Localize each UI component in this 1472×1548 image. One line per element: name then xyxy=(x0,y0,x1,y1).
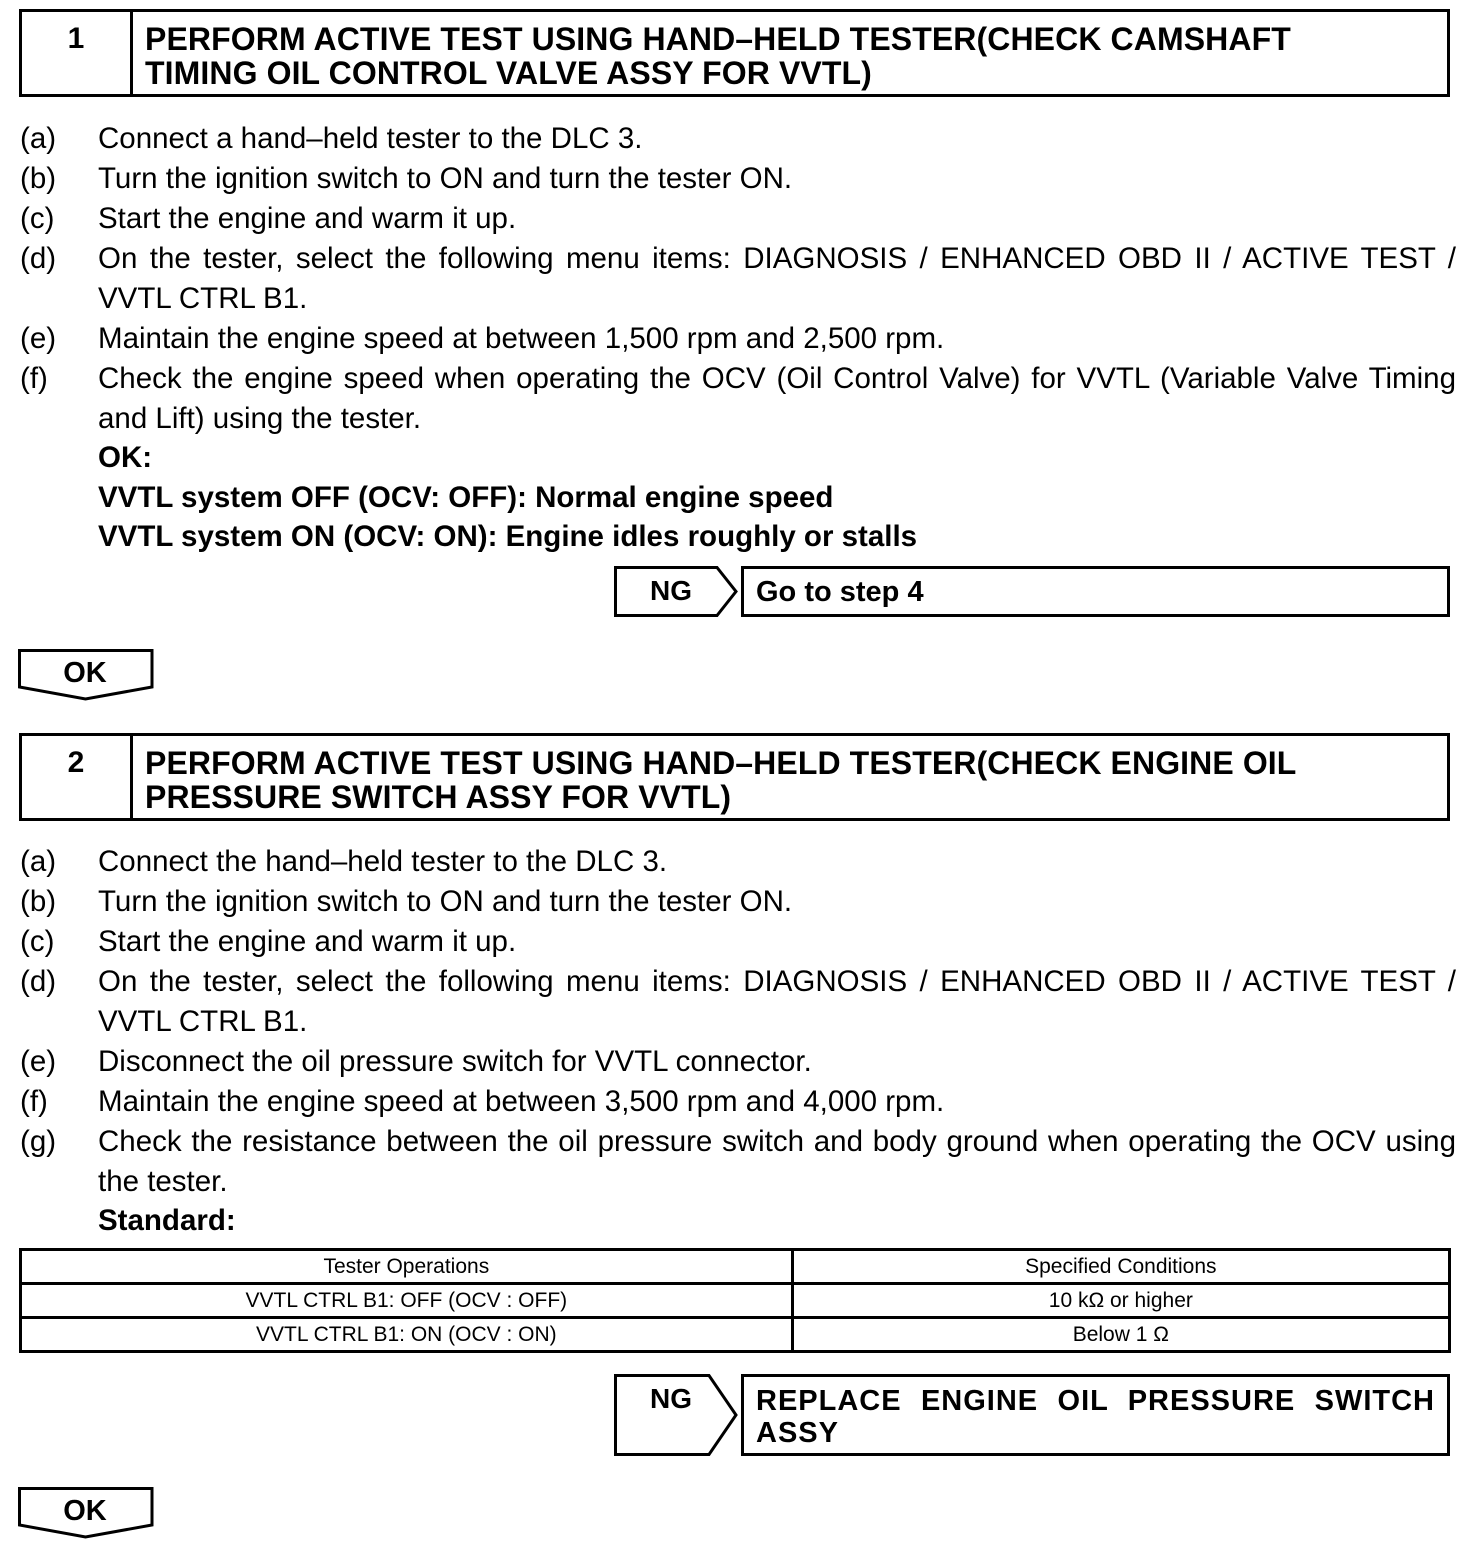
instruction-item xyxy=(20,359,1456,439)
step-number: 2 xyxy=(22,736,133,818)
instruction-item xyxy=(20,1042,1456,1082)
standard-table xyxy=(19,1248,1451,1353)
instruction-item xyxy=(20,319,1456,359)
standard-heading: Standard: xyxy=(98,1204,236,1237)
ng-action-box: REPLACE ENGINE OIL PRESSURE SWITCH ASSY xyxy=(741,1374,1450,1456)
item-text: On the tester, select the following menu items: DIAGNOSIS / ENHANCED OBD II / ACTIVE TEST / VVTL CTRL B1. xyxy=(98,242,1456,315)
table-cell: VVTL CTRL B1: ON (OCV : ON) xyxy=(21,1318,793,1352)
instruction-item xyxy=(20,842,1456,882)
table-header-row xyxy=(21,1250,1450,1284)
ng-label: NG xyxy=(650,1383,692,1414)
instruction-item xyxy=(20,239,1456,319)
item-text: On the tester, select the following menu items: DIAGNOSIS / ENHANCED OBD II / ACTIVE TEST / VVTL CTRL B1. xyxy=(98,965,1456,1038)
item-label: (d) xyxy=(20,965,57,998)
step-1-header xyxy=(19,9,1450,97)
step-title-line: PRESSURE SWITCH ASSY FOR VVTL) xyxy=(145,779,732,815)
item-text: Disconnect the oil pressure switch for VVTL connector. xyxy=(98,1045,812,1078)
item-text: Check the resistance between the oil pressure switch and body ground when operating the OCV using the tester. xyxy=(98,1125,1456,1198)
step-title-line: PERFORM ACTIVE TEST USING HAND–HELD TESTER(CHECK ENGINE OIL xyxy=(145,745,1297,781)
item-label: (e) xyxy=(20,1045,57,1078)
instruction-item xyxy=(20,1082,1456,1122)
table-header-cell: Specified Conditions xyxy=(792,1250,1449,1284)
item-text: Start the engine and warm it up. xyxy=(98,925,517,958)
instruction-item xyxy=(20,1122,1456,1202)
instruction-item xyxy=(20,159,1456,199)
ng-action-box: Go to step 4 xyxy=(741,566,1450,617)
item-label: (f) xyxy=(20,1085,48,1118)
instruction-item xyxy=(20,922,1456,962)
table-header-cell: Tester Operations xyxy=(21,1250,793,1284)
table-row xyxy=(21,1318,1450,1352)
step-title xyxy=(133,12,1447,94)
ok-condition: VVTL system OFF (OCV: OFF): Normal engine speed xyxy=(98,481,834,514)
item-text: Turn the ignition switch to ON and turn the tester ON. xyxy=(98,885,793,918)
ng-label: NG xyxy=(650,575,692,606)
item-text: Check the engine speed when operating the OCV (Oil Control Valve) for VVTL (Variable Valve Timing and Lift) using the tester. xyxy=(98,362,1456,435)
item-label: (b) xyxy=(20,162,57,195)
ok-label: OK xyxy=(63,657,107,689)
table-cell: Below 1 Ω xyxy=(792,1318,1449,1352)
instruction-item xyxy=(20,962,1456,1042)
item-text: Connect the hand–held tester to the DLC 3. xyxy=(98,845,668,878)
table-cell: 10 kΩ or higher xyxy=(792,1284,1449,1318)
ok-label: OK xyxy=(63,1495,107,1527)
step-2-instructions xyxy=(20,842,1456,1202)
item-label: (g) xyxy=(20,1125,57,1158)
item-text: Maintain the engine speed at between 3,500 rpm and 4,000 rpm. xyxy=(98,1085,945,1118)
item-text: Start the engine and warm it up. xyxy=(98,202,517,235)
instruction-item xyxy=(20,199,1456,239)
item-text: Turn the ignition switch to ON and turn the tester ON. xyxy=(98,162,793,195)
item-text: Maintain the engine speed at between 1,500 rpm and 2,500 rpm. xyxy=(98,322,945,355)
item-label: (c) xyxy=(20,925,55,958)
item-text: Connect a hand–held tester to the DLC 3. xyxy=(98,122,643,155)
item-label: (e) xyxy=(20,322,57,355)
item-label: (a) xyxy=(20,122,57,155)
table-cell: VVTL CTRL B1: OFF (OCV : OFF) xyxy=(21,1284,793,1318)
instruction-item xyxy=(20,119,1456,159)
ok-arrow-tag xyxy=(18,649,156,701)
ok-arrow-tag xyxy=(18,1487,156,1539)
instruction-item xyxy=(20,882,1456,922)
item-label: (a) xyxy=(20,845,57,878)
item-label: (d) xyxy=(20,242,57,275)
step-title-line: PERFORM ACTIVE TEST USING HAND–HELD TESTER(CHECK CAMSHAFT xyxy=(145,21,1291,57)
step-2-header xyxy=(19,733,1450,821)
step-1-instructions xyxy=(20,119,1456,439)
step-title xyxy=(133,736,1447,818)
step-number: 1 xyxy=(22,12,133,94)
item-label: (b) xyxy=(20,885,57,918)
ng-arrow-tag xyxy=(614,1374,738,1456)
table-row xyxy=(21,1284,1450,1318)
ok-heading: OK: xyxy=(98,441,153,474)
step-title-line: TIMING OIL CONTROL VALVE ASSY FOR VVTL) xyxy=(145,55,872,91)
item-label: (f) xyxy=(20,362,48,395)
item-label: (c) xyxy=(20,202,55,235)
ok-condition: VVTL system ON (OCV: ON): Engine idles roughly or stalls xyxy=(98,520,918,553)
ng-arrow-tag xyxy=(614,566,738,617)
